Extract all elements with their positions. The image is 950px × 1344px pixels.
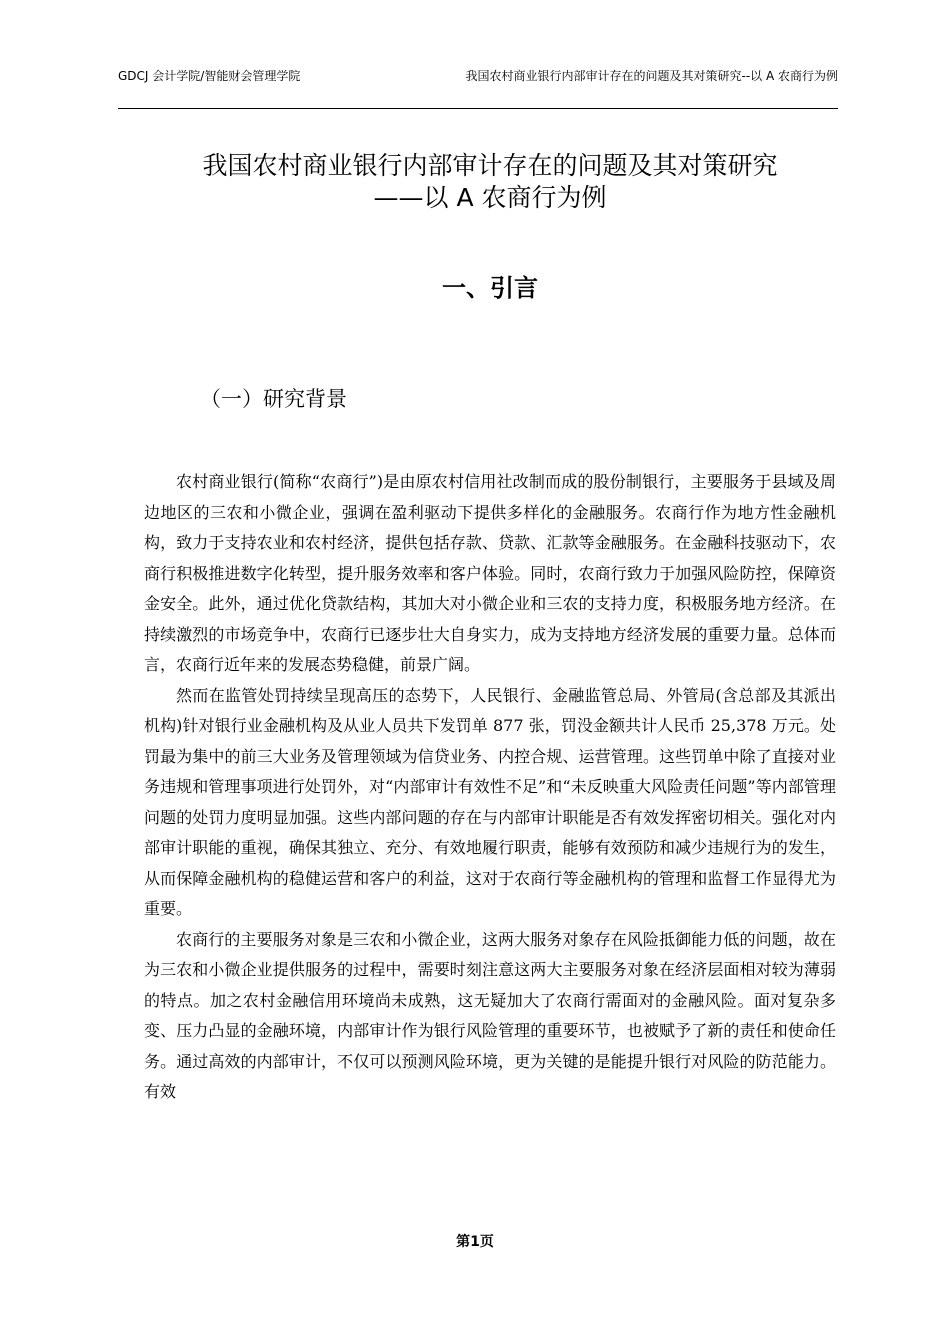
- section-heading: 一、引言: [442, 274, 538, 302]
- paragraph: 农商行的主要服务对象是三农和小微企业，这两大服务对象存在风险抵御能力低的问题，故在为三农和小微企业提供服务的过程中，需要时刻注意这两大主要服务对象在经济层面相对较为薄弱的特点。加之农村金融信用环境尚未成熟，这无疑加大了农商行需面对的金融风险。面对复杂多变、压力凸显的金融环境，内部审计作为银行风险管理的重要环节，也被赋予了新的责任和使命任务。通过高效的内部审计，不仅可以预测风险环境，更为关键的是能提升银行对风险的防范能力。有效: [144, 929, 836, 1101]
- paragraph: 农村商业银行(简称“农商行”)是由原农村信用社改制而成的股份制银行，主要服务于县域及周边地区的三农和小微企业，强调在盈利驱动下提供多样化的金融服务。农商行作为地方性金融机构，致力于支持农业和农村经济，提供包括存款、贷款、汇款等金融服务。在金融科技驱动下，农商行积极推进数字化转型，提升服务效率和客户体验。同时，农商行致力于加强风险防控，保障资金安全。此外，通过优化贷款结构，其加大对小微企业和三农的支持力度，积极服务地方经济。在持续激烈的市场竞争中，农商行已逐步壮大自身实力，成为支持地方经济发展的重要力量。总体而言，农商行近年来的发展态势稳健，前景广阔。: [144, 472, 836, 674]
- document-title: 我国农村商业银行内部审计存在的问题及其对策研究: [202, 151, 778, 180]
- header-running-title: 我国农村商业银行内部审计存在的问题及其对策研究--以 A 农商行为例: [465, 69, 838, 83]
- header-institution: GDCJ 会计学院/智能财会管理学院: [118, 69, 301, 83]
- paragraph: 然而在监管处罚持续呈现高压的态势下，人民银行、金融监管总局、外管局(含总部及其派出机构)针对银行业金融机构及从业人员共下发罚单 877 张，罚没金额共计人民币 25,378 万元。处罚最为集中的前三大业务及管理领域为信贷业务、内控合规、运营管理。这些罚单中除了直接对业务违规和管理事项进行处罚外，对“内部审计有效性不足”和“未反映重大风险责任问题”等内部管理问题的处罚力度明显加强。这些内部问题的存在与内部审计职能是否有效发挥密切相关。强化对内部审计职能的重视，确保其独立、充分、有效地履行职责，能够有效预防和减少违规行为的发生，从而保障金融机构的稳健运营和客户的利益，这对于农商行等金融机构的管理和监督工作显得尤为重要。: [144, 685, 836, 918]
- body-text: [144, 467, 836, 1108]
- page-number: 第1页: [456, 1234, 494, 1250]
- subsection-heading: （一）研究背景: [200, 387, 347, 411]
- document-subtitle: ——以 A 农商行为例: [373, 183, 607, 212]
- page-header: [118, 64, 838, 109]
